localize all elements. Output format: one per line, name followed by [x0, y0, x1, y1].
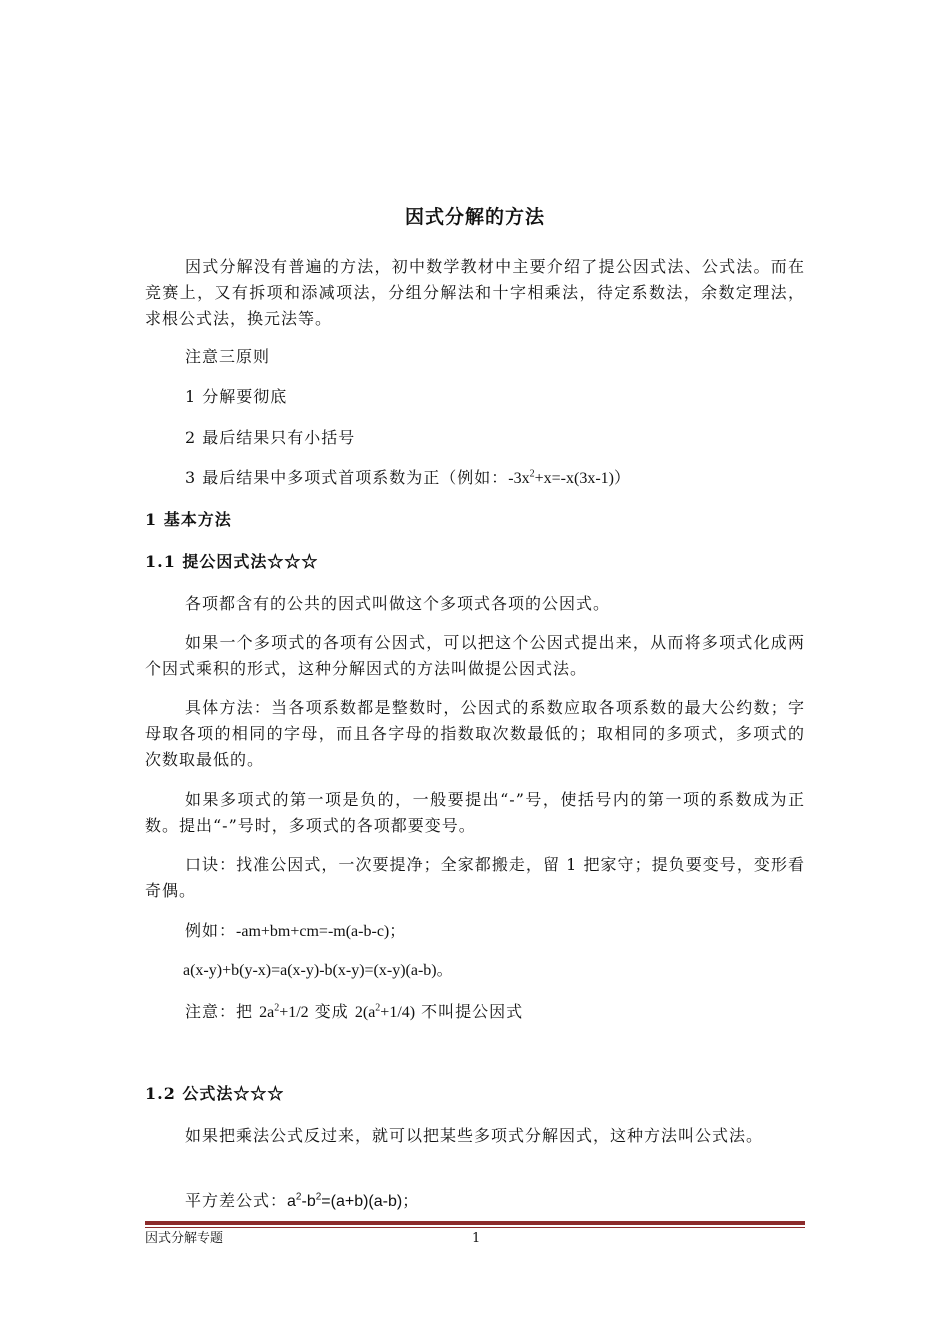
math-part: -3x: [508, 470, 530, 487]
section-1-1-paragraph-5: 口诀：找准公因式，一次要提净；全家都搬走，留 1 把家守；提负要变号，变形看奇偶。: [145, 855, 805, 900]
math-part: +1/2: [279, 1004, 309, 1021]
footer-rule-thick: [145, 1221, 805, 1225]
formula-line: [185, 1188, 418, 1215]
principle-item-3-math: [508, 470, 614, 487]
note-math-2: [355, 1004, 415, 1021]
section-1-2-heading: 1.2 公式法☆☆☆: [145, 1084, 285, 1103]
principle-item-3-close: ）: [613, 468, 631, 487]
principle-item-1: 1 分解要彻底: [185, 387, 288, 406]
math-part: -b: [301, 1193, 316, 1210]
example-line-1: [185, 918, 405, 945]
section-1-heading: 1 基本方法: [145, 510, 232, 529]
note-end: 不叫提公因式: [415, 1002, 524, 1021]
math-exponent: 2: [375, 1002, 381, 1014]
section-1-1-heading: 1.1 提公因式法☆☆☆: [145, 552, 319, 571]
math-part: 2(a: [354, 1004, 376, 1021]
math-exponent: 2: [529, 468, 535, 480]
note-label: 注意：把: [185, 1002, 260, 1021]
section-1-1-paragraph-1: 各项都含有的公共的因式叫做这个多项式各项的公因式。: [185, 594, 611, 613]
math-part: =(a+b)(a-b)；: [321, 1193, 419, 1210]
principles-heading: 注意三原则: [185, 347, 271, 366]
principle-item-3: [185, 465, 631, 492]
math-part: +x=-x(3x-1): [534, 470, 614, 487]
page-number: 1: [472, 1231, 481, 1246]
math-exponent: 2: [315, 1191, 322, 1203]
page-title: 因式分解的方法: [404, 206, 545, 228]
math-exponent: 2: [274, 1002, 280, 1014]
formula-label: 平方差公式：: [185, 1191, 288, 1210]
section-1-1-paragraph-3: 具体方法：当各项系数都是整数时，公因式的系数应取各项系数的最大公约数；字母取各项的相同的字母，而且各字母的指数取次数最低的；取相同的多项式，多项式的次数取最低的。: [145, 698, 805, 769]
difference-of-squares-formula: [287, 1193, 418, 1210]
section-1-2-paragraph-1: 如果把乘法公式反过来，就可以把某些多项式分解因式，这种方法叫公式法。: [185, 1126, 764, 1145]
math-part: 2a: [259, 1004, 275, 1021]
math-exponent: 2: [295, 1191, 302, 1203]
math-part: +1/4): [380, 1004, 416, 1021]
section-1-1-paragraph-4: 如果多项式的第一项是负的，一般要提出“-”号，使括号内的第一项的系数成为正数。提出“-”号时，多项式的各项都要变号。: [145, 790, 805, 835]
principle-item-2: 2 最后结果只有小括号: [185, 428, 356, 447]
footer-label: 因式分解专题: [145, 1231, 224, 1246]
note-mid: 变成: [308, 1002, 355, 1021]
principle-item-3-text: 3 最后结果中多项式首项系数为正（例如：: [185, 468, 509, 487]
example-formula-2: a(x-y)+b(y-x)=a(x-y)-b(x-y)=(x-y)(a-b)。: [183, 962, 453, 979]
note-math-1: [259, 1004, 309, 1021]
section-1-1-paragraph-2: 如果一个多项式的各项有公因式，可以把这个公因式提出来，从而将多项式化成两个因式乘积的形式，这种分解因式的方法叫做提公因式法。: [145, 633, 805, 678]
example-label: 例如：: [185, 921, 237, 940]
example-formula-1: -am+bm+cm=-m(a-b-c)；: [236, 923, 406, 940]
math-part: a: [287, 1193, 296, 1210]
footer-rule-thin: [145, 1227, 805, 1228]
intro-paragraph: 因式分解没有普遍的方法，初中数学教材中主要介绍了提公因式法、公式法。而在竞赛上，又有拆项和添减项法，分组分解法和十字相乘法，待定系数法，余数定理法，求根公式法，换元法等。: [145, 257, 805, 328]
note-line: [185, 999, 523, 1026]
